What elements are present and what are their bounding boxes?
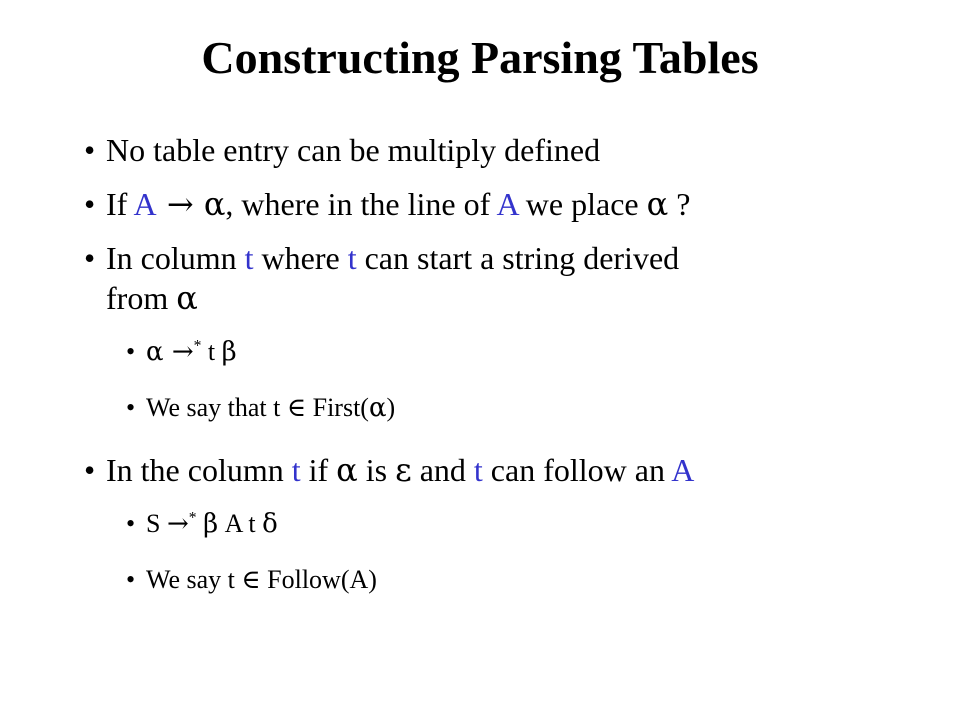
terminal-t: t	[473, 452, 483, 488]
alpha-symbol: α	[336, 451, 358, 489]
alpha-symbol: α	[176, 279, 198, 317]
epsilon-symbol: ε	[395, 451, 412, 489]
bullet-column-t-start: • In column t where t can start a string derived	[84, 240, 680, 276]
bullet-dot: •	[126, 565, 136, 594]
arrow-symbol: →	[156, 185, 204, 223]
beta-symbol: β	[203, 509, 219, 539]
arrow-symbol: →	[166, 509, 189, 539]
subbullet-follow: • We say t ∈ Follow(A)	[126, 565, 377, 595]
element-of-symbol: ∈	[286, 393, 307, 423]
nonterminal-A: A	[671, 452, 695, 488]
bullet-column-t-start-cont: from α	[106, 279, 198, 317]
terminal-t: t	[291, 452, 301, 488]
alpha-symbol: α	[646, 185, 669, 223]
alpha-symbol: α	[146, 337, 164, 367]
subbullet-alpha-derives: • α →* t β	[126, 337, 237, 367]
beta-symbol: β	[221, 337, 237, 367]
nonterminal-A: A	[496, 186, 518, 222]
nonterminal-A: A	[133, 186, 157, 222]
bullet-dot: •	[84, 452, 96, 488]
alpha-symbol: α	[368, 393, 387, 423]
bullet-where-place-alpha: • If A → α, where in the line of A we place α ?	[84, 185, 691, 223]
terminal-t: t	[347, 240, 357, 276]
element-of-symbol: ∈	[241, 565, 261, 595]
bullet-dot: •	[126, 393, 136, 422]
star-superscript: *	[188, 509, 197, 527]
bullet-dot: •	[126, 509, 136, 538]
star-superscript: *	[193, 337, 202, 355]
bullet-dot: •	[84, 186, 96, 222]
bullet-column-t-follow: • In the column t if α is ε and t can follow an A	[84, 451, 695, 489]
subbullet-S-derives: • S →* β A t δ	[126, 509, 278, 539]
subbullet-first: • We say that t ∈ First(α)	[126, 393, 396, 423]
terminal-t: t	[244, 240, 254, 276]
bullet-no-multiple-entries: • No table entry can be multiply defined	[84, 132, 601, 168]
bullet-dot: •	[84, 240, 96, 276]
delta-symbol: δ	[262, 509, 278, 539]
alpha-symbol: α	[203, 185, 226, 223]
arrow-symbol: →	[163, 337, 194, 367]
slide-title: Constructing Parsing Tables	[201, 32, 759, 83]
bullet-dot: •	[84, 132, 96, 168]
bullet-dot: •	[126, 337, 136, 366]
